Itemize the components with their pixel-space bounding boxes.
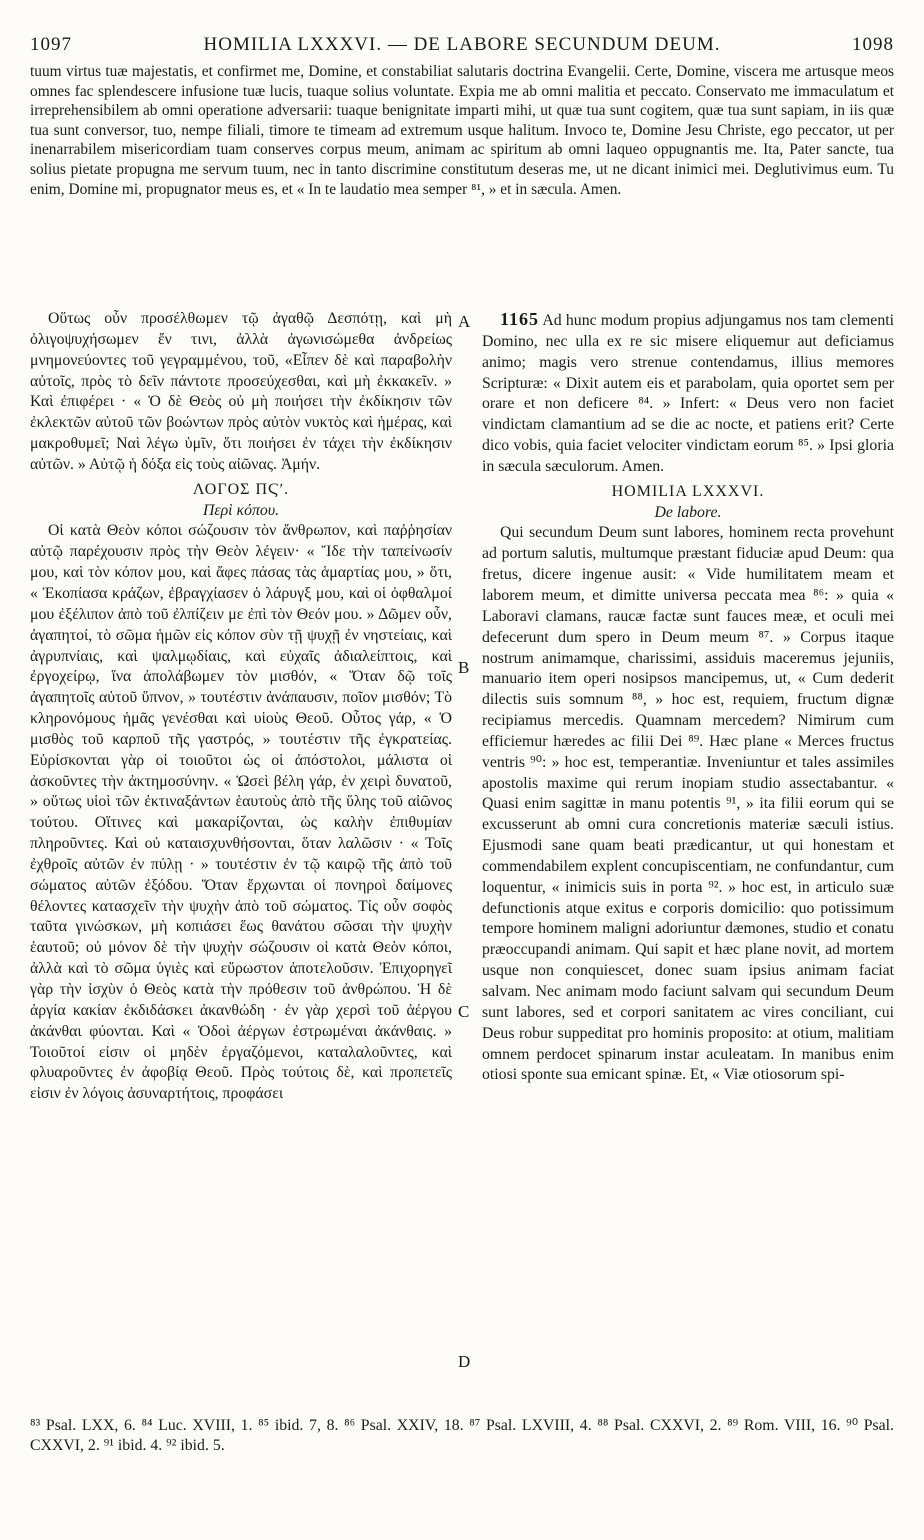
greek-paragraph-2: Οἱ κατὰ Θεὸν κόποι σώζουσιν τὸν ἄνθρωπον, καὶ παῤῥησίαν αὐτῷ παρέχουσιν πρὸς τὴν Θεὸν λέγειν· « Ἴδε τὴν ταπείνωσίν μου, καὶ τὸν κόπον μου, καὶ ἄφες πάσας τὰς ἁμαρτίας μου, » ὅτι, « Ἐκοπίασα κράζων, ἐβραγχίασεν ὁ λάρυγξ μου, καὶ οἱ ὀφθαλμοί μου ἐξέλιπον ἀπὸ τοῦ ἐλπίζειν με ἐπὶ τὸν Θεόν μου. » Δῶμεν οὖν, ἀγαπητοί, τὸ σῶμα ἡμῶν εἰς κόπον σὺν τῇ ψυχῇ ἐν νηστείαις, καὶ ἀγρυπνίαις, καὶ ψαλμῳδίαις, καὶ εὐχαῖς ἀδιαλείπτοις, καὶ ἐργοχείρῳ, ἵνα ἀπολάβωμεν τὸν μισθόν, « Ὅταν δῷ τοῖς ἀγαπητοῖς αὐτοῦ ὕπνον, » τουτέστιν ἀνάπαυσιν, ποῖον μισθόν; Τὸ κληρονόμους ἡμᾶς γενέσθαι καὶ υἱοὺς Θεοῦ. Οὗτος γάρ, « Ὁ μισθὸς τοῦ καρποῦ τῆς γαστρός, » τουτέστιν τῆς ἐγκρατείας. Εὑρίσκονται γὰρ οἱ τοιοῦτοι ὡς οἱ ἀπόστολοι, μάλιστα οἱ ἀσκοῦντες τὴν ἀκτημοσύνην. « Ὡσεὶ βέλη γάρ, ἐν χειρὶ δυνατοῦ, » οὕτως υἱοὶ τῶν ἐκτιναξάντων ἑαυτοὺς ἀπὸ τῆς ὕλης τοῦ αἰῶνος τούτου. Οἵτινες καὶ μακαρίζονται, ὡς καλὴν ἐπιθυμίαν πληροῦντες. Καὶ οὐ καταισχυνθήσονται, ὅταν λαλῶσιν · « Τοῖς ἐχθροῖς αὐτῶν ἐν πύλῃ · » τουτέστιν ἐν τῷ καιρῷ τῆς ἀπὸ τοῦ σώματος αὐτῶν ἐξόδου. Ὅταν ἔρχωνται οἱ πονηροὶ δαίμονες θέλοντες κατασχεῖν τὴν ψυχὴν ἀπὸ τοῦ σώματος. Τίς οὖν σοφὸς ταῦτα γινώσκων, μὴ κοπιάσει ἕως θανάτου σῶσαι τὴν ψυχὴν ἑαυτοῦ; οὐ μόνον δὲ τὴν ψυχὴν σώζουσιν οἱ κατὰ Θεὸν κόποι, ἀλλὰ καὶ τὸ σῶμα ὑγιὲς καὶ εὔρωστον ἀποτελοῦσιν. Ἐπιχορηγεῖ γὰρ τὴν ἰσχὺν ὁ Θεὸς κατὰ τὴν πρόθεσιν τοῦ ἀνθρώπου. Ἡ δὲ ἀργία κακίαν ἐκδιδάσκει ἀκανθώδη · ἐν γὰρ χερσὶ τοῦ ἀέργου ἀκάνθαι φύονται. Καὶ « Ὁδοὶ ἀέργων ἐστρωμέναι ἀκάνθαις. » Τοιοῦτοί εἰσιν οἱ μηδὲν ἐργαζόμενοι, καταλαλοῦντες, καὶ φλυαροῦντες ἐν ἀφοβίᾳ Θεοῦ. Πρὸς τούτοις δὲ, καὶ προπετεῖς εἰσιν ἐν λόγοις ἀσυναρτήτοις, προφάσει (30, 522, 452, 1103)
latin-column (482, 309, 894, 1404)
margin-mark-b: B (458, 658, 470, 677)
greek-homily-heading: ΛΟΓΟΣ ΠϚʹ. (192, 480, 290, 498)
latin-paragraph-2: Qui secundum Deum sunt labores, hominem recta provehunt ad portum salutis, multumque præstant fiduciæ apud Deum: qua fretus, dicere ingenue ausit: « Vide humilitatem meam et laborem meum, et dimitte universa peccata mea ⁸⁶: » quia « Laboravi clamans, raucæ factæ sunt fauces meæ, et oculi mei defecerunt dum spero in Deum meum ⁸⁷. » Corpus itaque nostrum animamque, charissimi, assiduis maceremus jejuniis, manuario item operi nosipsos mancipemus, ut, « Cum dederit dilectis suis somnum ⁸⁸, » hoc est, requiem, fructum dignæ recipiamus mercedis. Quamnam mercedem? Nimirum cum efficiemur hæredes ac filii Dei ⁸⁹. Hæc plane « Merces fructus ventris ⁹⁰: » hoc est, temperantiæ. Inveniuntur et tales assimiles apostolis maxime qui rerum inopiam studio assectabantur. « Quasi enim sagittæ in manu potentis ⁹¹, » ita filii eorum qui se excusserunt ab omni cura concretionis materiæ sæculi istius. Ejusmodi sane quam beati prædicantur, ut qui honestam et commendabilem explent concupiscentiam, ne confundantur, cum loquentur, « inimicis suis in porta ⁹². » hoc est, in articulo suæ defunctionis atque exitus e corporis domicilio: quo potissimum tempore hominem maligni adoriuntur dæmones, studio et conatu præoccupandi animam. Qui sapit et hæc plane novit, ad mortem usque non conquiescet, donec suam ipsius animam faciat salvam. Nec animam modo faciunt salvam qui secundum Deum sunt labores, sed et corpori sanitatem ac vires conciliant, cui Deus robur suppeditat pro hominis proposito: at otium, malitiam omnem perdocet spinarum instar aculeatam. In manibus enim otiosi sponte sua emicant spinæ. Et, « Viæ otiosorum spi- (482, 524, 894, 1084)
running-header (30, 34, 894, 64)
margin-mark-c: C (458, 1002, 470, 1021)
section-number: 1165 (500, 309, 540, 329)
page-number-right: 1098 (852, 34, 894, 55)
page-number-left: 1097 (30, 34, 72, 55)
greek-homily-subheading: Περὶ κόπου. (202, 501, 280, 519)
latin-continuation-text: tuum virtus tuæ majestatis, et confirmet me, Domine, et constabiliat salutaris doctrina Evangelii. Certe, Domine, viscera me artusque meos omnes fac splendescere infusione tuæ lucis, tuaque solius voluntate. Expia me ab omni malitia et peccato. Conservato me immaculatum et irreprehensibilem ab omni operatione adversarii: tuaque benignitate imparti mihi, ut quæ tua sunt cogitem, quæ tua sunt sapiam, in iis quæ tua sunt conversor, tuo, nempe filiali, timore te timeam ad extremum usque halitum. Invoco te, Domine Jesu Christe, ego peccator, ut per inenarrabilem misericordiam tuam conserves corpus meum, animam ac spiritum ab omni laqueo oppugnantis me. Ita, Pater sancte, tua solius pietate propugna me servum tuum, nec in tanto discrimine constitutum deseras me, ut ne dicant inimici mei. Deglutivimus eum. Tu enim, Domine mi, propugnator meus es, et « In te laudatio mea semper ⁸¹, » et in sæcula. Amen. (30, 63, 894, 198)
latin-homily-heading: HOMILIA LXXXVI. (611, 482, 765, 500)
margin-mark-d: D (458, 1352, 471, 1371)
greek-paragraph-1: Οὕτως οὖν προσέλθωμεν τῷ ἀγαθῷ Δεσπότῃ, καὶ μὴ ὀλιγοψυχήσωμεν ἔν τινι, ἀλλὰ ἀγωνισώμεθα ἀνδρείως μνημονεύοντες τοῦ γεγραμμένου, τοῦ, «Εἶπεν δὲ καὶ παραβολὴν αὐτοῖς, πρὸς τὸ δεῖν πάντοτε προσεύχεσθαι, καὶ μὴ ἐκκακεῖν. » Καὶ ἐπιφέρει · « Ὁ δὲ Θεὸς οὐ μὴ ποιήσει τὴν ἐκδίκησιν τῶν ἐκλεκτῶν αὐτοῦ τῶν βοώντων πρὸς αὐτὸν νυκτὸς καὶ ἡμέρας, καὶ μακροθυμεῖ; Ναὶ λέγω ὑμῖν, ὅτι ποιήσει ἐν τάχει τὴν ἐκδίκησιν αὐτῶν. » Αὐτῷ ἡ δόξα εἰς τοὺς αἰῶνας. Ἀμήν. (30, 310, 452, 473)
greek-column (30, 309, 452, 1404)
running-title: HOMILIA LXXXVI. — DE LABORE SECUNDUM DEUM. (203, 34, 721, 55)
margin-mark-a: A (458, 312, 471, 331)
footnotes: ⁸³ Psal. LXX, 6. ⁸⁴ Luc. XVIII, 1. ⁸⁵ ibid. 7, 8. ⁸⁶ Psal. XXIV, 18. ⁸⁷ Psal. LXVIII, 4. ⁸⁸ Psal. CXXVI, 2. ⁸⁹ Rom. VIII, 16. ⁹⁰ Psal. CXXVI, 2. ⁹¹ ibid. 4. ⁹² ibid. 5. (30, 1417, 894, 1454)
latin-homily-subheading: De labore. (654, 503, 722, 521)
latin-paragraph-1 (482, 309, 894, 478)
latin-paragraph-1-text: Ad hunc modum propius adjungamus nos tam clementi Domino, nec ulla ex re sic misere eliquemur aut deficiamus animo; magis vero strenue contendamus, illius memores Scripturæ: « Dixit autem eis et parabolam, quia oportet sem per orare et non deficere ⁸⁴. » Infert: « Deus vero non faciet vindictam clamantium ad se die ac nocte, et patiens erit? Certe dico vobis, quia faciet velociter vindictam eorum ⁸⁵. » Ipsi gloria in sæcula sæculorum. Amen. (482, 312, 894, 475)
